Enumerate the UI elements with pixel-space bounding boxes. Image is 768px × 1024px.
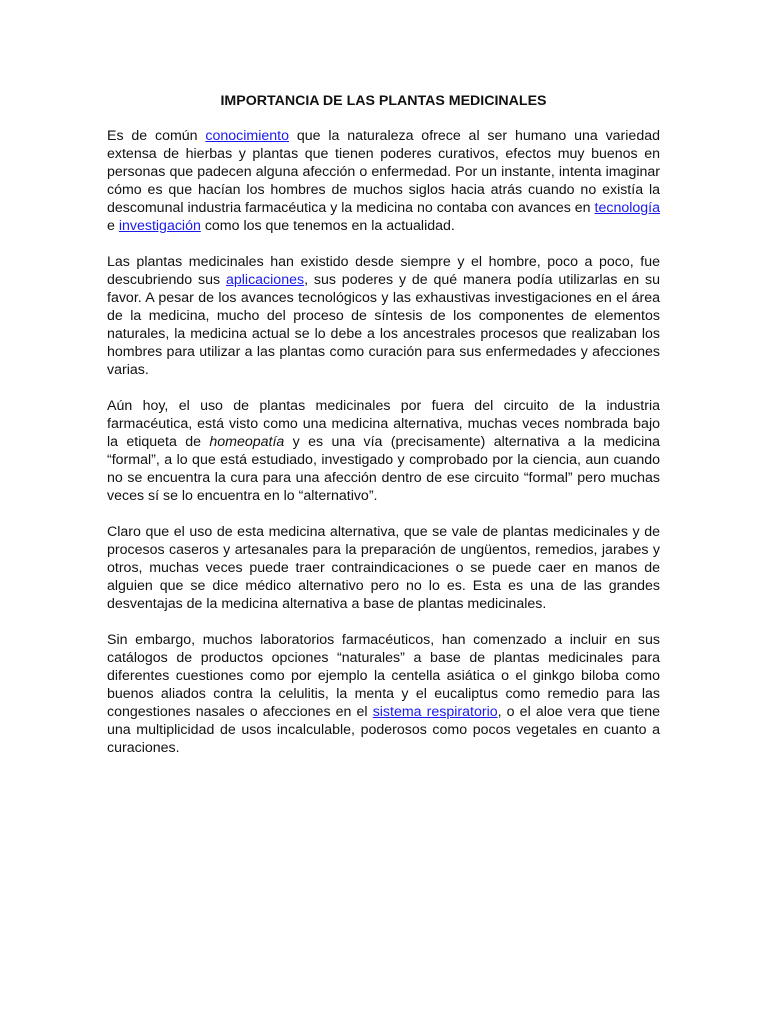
paragraph-1-text-3: e	[107, 218, 119, 234]
paragraph-1-text-1: Es de común	[107, 128, 206, 144]
paragraph-3	[107, 397, 660, 505]
paragraph-1-text-4: como los que tenemos en la actualidad.	[200, 218, 455, 234]
link-tecnologia[interactable]: tecnología	[594, 200, 660, 216]
link-sistema-respiratorio[interactable]: sistema respiratorio	[372, 704, 498, 720]
paragraph-2	[107, 253, 660, 379]
link-conocimiento[interactable]: conocimiento	[205, 128, 290, 144]
link-aplicaciones[interactable]: aplicaciones	[225, 272, 305, 288]
paragraph-2-text-2: , sus poderes y de qué manera podía utilizarlas en su favor. A pesar de los avances tecnológicos y las exhaustivas investigaciones en el área de la medicina, mucho del proceso de síntesis de los componentes de elementos naturales, la medicina actual se lo debe a los ancestrales procesos que realizaban los hombres para utilizar a las plantas como curación para sus enfermedades y afecciones varias.	[107, 272, 660, 378]
paragraph-1	[107, 127, 660, 235]
paragraph-1-text-2: que la naturaleza ofrece al ser humano una variedad extensa de hierbas y plantas que tienen poderes curativos, efectos muy buenos en personas que padecen alguna afección o enfermedad. Por un instante, intenta imaginar cómo es que hacían los hombres de muchos siglos hacia atrás cuando no existía la descomunal industria farmacéutica y la medicina no contaba con avances en	[107, 128, 660, 216]
paragraph-4-text-1: Claro que el uso de esta medicina alternativa, que se vale de plantas medicinales y de procesos caseros y artesanales para la preparación de ungüentos, remedios, jarabes y otros, muchas veces puede traer contraindicaciones o se puede caer en manos de alguien que se dice médico alternativo pero no lo es. Esta es una de las grandes desventajas de la medicina alternativa a base de plantas medicinales.	[107, 524, 660, 612]
paragraph-3-emphasis: homeopatía	[209, 434, 285, 450]
paragraph-5-text-2: , o el aloe vera que tiene una multiplicidad de usos incalculable, poderosos como pocos vegetales en cuanto a curaciones.	[107, 704, 660, 756]
paragraph-5	[107, 631, 660, 757]
document-title: IMPORTANCIA DE LAS PLANTAS MEDICINALES	[220, 93, 547, 109]
document-body	[107, 92, 660, 775]
paragraph-2-text-1: Las plantas medicinales han existido desde siempre y el hombre, poco a poco, fue descubriendo sus	[107, 254, 660, 288]
paragraph-3-text-2: y es una vía (precisamente) alternativa a la medicina “formal”, a lo que está estudiado, investigado y comprobado por la ciencia, aun cuando no se encuentra la cura para una afección dentro de ese circuito “formal” pero muchas veces sí se lo encuentra en lo “alternativo”.	[107, 434, 661, 504]
paragraph-3-text-1: Aún hoy, el uso de plantas medicinales por fuera del circuito de la industria farmacéutica, está visto como una medicina alternativa, muchas veces nombrada bajo la etiqueta de	[107, 398, 660, 450]
link-investigacion[interactable]: investigación	[118, 218, 201, 234]
paragraph-5-text-1: Sin embargo, muchos laboratorios farmacéuticos, han comenzado a incluir en sus catálogos de productos opciones “naturales” a base de plantas medicinales para diferentes cuestiones como por ejemplo la centella asiática o el ginkgo biloba como buenos aliados contra la celulitis, la menta y el eucaliptus como remedio para las congestiones nasales o afecciones en el	[107, 632, 660, 720]
paragraph-4	[107, 523, 660, 613]
